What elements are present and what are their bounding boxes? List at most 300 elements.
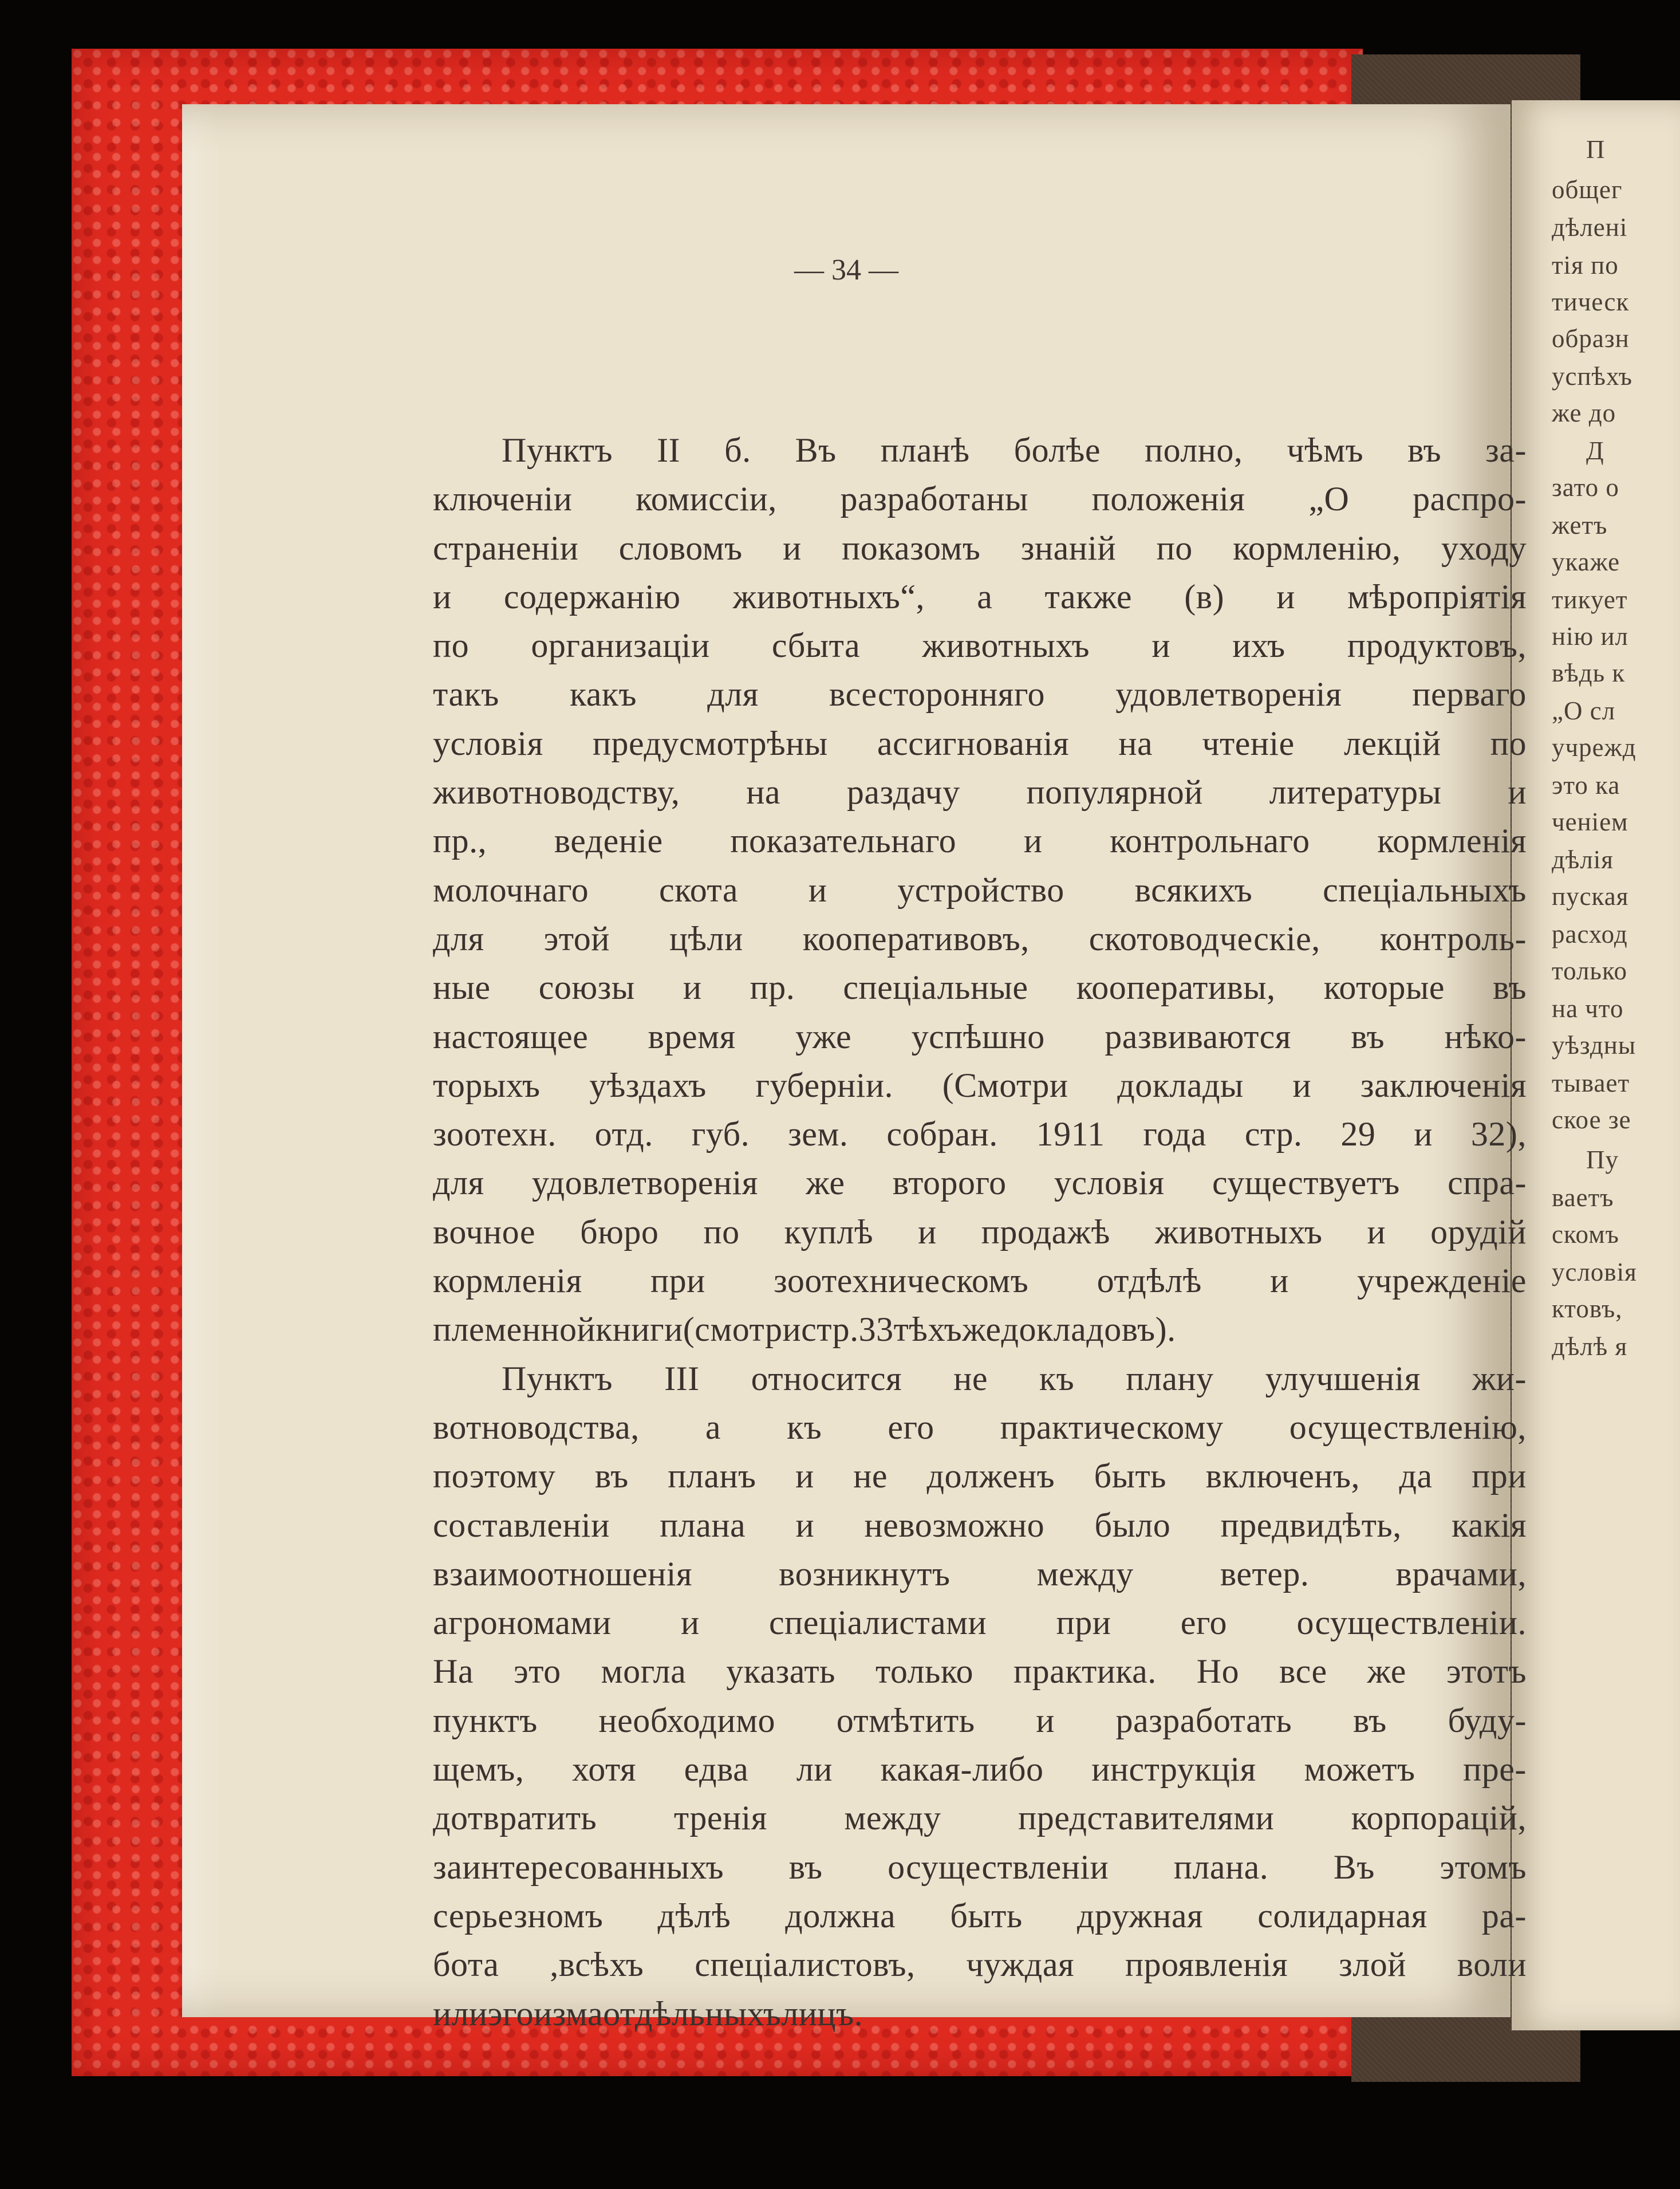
facing-page-line: тывает <box>1552 1069 1630 1097</box>
text-line <box>433 963 1527 1012</box>
word: ветер. <box>1220 1554 1310 1593</box>
facing-page-line: расход <box>1552 920 1628 948</box>
word: пр. <box>750 968 795 1007</box>
word: 33 <box>858 1310 894 1349</box>
text-line <box>433 866 1527 915</box>
word: ,всѣхъ <box>550 1946 644 1984</box>
word: жи- <box>1472 1359 1527 1397</box>
word: плана <box>660 1506 746 1544</box>
word: осуществленію, <box>1289 1408 1527 1446</box>
word: бота <box>433 1946 499 1984</box>
book-page <box>182 104 1527 2033</box>
facing-page-line: тикует <box>1552 585 1628 614</box>
facing-page-line: Д <box>1586 436 1604 465</box>
word: учрежденіе <box>1357 1262 1527 1300</box>
facing-page-line: учрежд <box>1552 733 1636 762</box>
word: скотоводческіе, <box>1089 919 1320 958</box>
word: необходимо <box>598 1701 776 1739</box>
text-line <box>433 1061 1527 1110</box>
word: а <box>705 1408 721 1446</box>
word: уходу <box>1441 529 1527 567</box>
word: дружная <box>1076 1896 1204 1935</box>
word: взаимоотношенія <box>433 1554 692 1593</box>
word: второго <box>892 1164 1007 1202</box>
word: по <box>703 1212 740 1251</box>
word: тренія <box>673 1799 767 1837</box>
word: въ <box>788 1848 823 1886</box>
word: также <box>1044 577 1133 616</box>
text-line <box>433 1159 1527 1207</box>
word: только <box>875 1652 973 1691</box>
word: ные <box>433 968 491 1007</box>
text-line <box>433 1647 1527 1696</box>
word: успѣшно <box>911 1017 1045 1056</box>
word: животноводству, <box>433 773 680 812</box>
word: губерніи. <box>755 1066 894 1104</box>
word: быть <box>1094 1457 1167 1495</box>
word: существуетъ <box>1212 1164 1400 1202</box>
facing-page-line: Пу <box>1586 1145 1619 1174</box>
word: „О <box>1308 480 1350 518</box>
facing-page-line: вѣдь к <box>1552 659 1626 687</box>
word: бюро <box>580 1212 659 1251</box>
word: показательнаго <box>730 822 957 860</box>
word: хотя <box>572 1750 636 1789</box>
facing-page-line: жетъ <box>1552 511 1608 540</box>
text-line <box>433 621 1527 670</box>
word: было <box>1094 1506 1171 1544</box>
word: доклады <box>1117 1066 1244 1104</box>
facing-page-line: на что <box>1552 994 1624 1023</box>
word: контрольнаго <box>1110 822 1310 860</box>
word: губ. <box>691 1115 750 1153</box>
word: знаній <box>1020 529 1117 567</box>
word: практическому <box>1000 1408 1224 1446</box>
word: должна <box>785 1896 896 1935</box>
word: и <box>1023 822 1043 860</box>
text-line <box>433 1501 1527 1550</box>
word: условія <box>1054 1164 1165 1202</box>
facing-page-line: П <box>1586 135 1606 164</box>
word: показомъ <box>842 529 981 567</box>
word: литературы <box>1269 773 1442 812</box>
word: и <box>1151 627 1170 665</box>
word: плана. <box>1173 1848 1269 1886</box>
word: осуществленіи <box>888 1848 1109 1886</box>
word: планѣ <box>880 431 970 469</box>
word: эгоизма <box>487 1994 604 2033</box>
word: такъ <box>433 675 499 714</box>
word: пунктъ <box>433 1701 538 1739</box>
word: и <box>1367 1212 1386 1251</box>
word: невозможно <box>864 1506 1045 1544</box>
word: составленіи <box>433 1506 610 1544</box>
text-line <box>433 670 1527 719</box>
word: книги <box>596 1310 683 1349</box>
word: отмѣтить <box>836 1701 975 1739</box>
word: 1911 <box>1036 1115 1105 1153</box>
word: разработаны <box>840 480 1028 518</box>
word: ихъ <box>1232 627 1285 665</box>
word: отд. <box>594 1115 653 1153</box>
word: докладовъ). <box>1001 1310 1176 1349</box>
text-line <box>433 1403 1527 1452</box>
facing-page-line: это ка <box>1552 771 1620 800</box>
word: мѣропріятія <box>1347 577 1527 616</box>
word: планъ <box>668 1457 756 1495</box>
word: куплѣ <box>784 1212 874 1251</box>
word: этомъ <box>1440 1848 1527 1886</box>
word: или <box>433 1994 488 2033</box>
word: включенъ, <box>1205 1457 1360 1495</box>
facing-page-line: дѣлені <box>1552 213 1628 242</box>
text-line <box>433 768 1527 817</box>
word: удовлетворенія <box>531 1164 758 1202</box>
word: и <box>795 1457 814 1495</box>
word: при <box>1056 1604 1111 1642</box>
word: II <box>657 431 681 469</box>
word: которые <box>1323 968 1445 1007</box>
facing-page-line: условія <box>1552 1258 1637 1286</box>
word: чѣмъ <box>1287 431 1364 469</box>
text-line <box>433 1940 1527 1989</box>
word: и <box>683 968 702 1007</box>
facing-page-line: образн <box>1552 324 1630 353</box>
word: дѣлѣ <box>657 1896 731 1935</box>
text-line <box>433 1696 1527 1745</box>
word: предусмотрѣны <box>592 724 828 762</box>
text-line <box>433 1355 1527 1403</box>
word: зоотехническомъ <box>774 1262 1029 1300</box>
text-line <box>433 1843 1527 1892</box>
word: въ <box>1352 1701 1387 1739</box>
word: и <box>1036 1701 1055 1739</box>
word: по <box>1156 529 1193 567</box>
word: и <box>1414 1115 1433 1153</box>
word: торыхъ <box>433 1066 541 1104</box>
word: время <box>648 1017 736 1056</box>
word: страненіи <box>433 529 579 567</box>
facing-page-line: ское зе <box>1552 1105 1631 1134</box>
facing-page-line: только <box>1552 956 1628 985</box>
word: перваго <box>1412 675 1527 714</box>
word: какъ <box>569 675 637 714</box>
text-line <box>433 1452 1527 1501</box>
word: и <box>1292 1066 1312 1104</box>
text-line <box>433 1550 1527 1599</box>
word: и <box>1276 577 1295 616</box>
word: по <box>1490 724 1527 762</box>
text-line <box>433 1305 1527 1354</box>
word: скота <box>658 871 738 909</box>
text-line <box>433 1013 1527 1061</box>
facing-page-line: ваетъ <box>1552 1183 1614 1212</box>
word: тѣхъ <box>893 1310 963 1349</box>
word: раздачу <box>846 773 960 812</box>
text-line <box>433 1110 1527 1159</box>
word: отдѣльныхъ <box>603 1994 782 2033</box>
word: и <box>918 1212 937 1251</box>
word: ра- <box>1481 1896 1527 1935</box>
word: чуждая <box>966 1946 1075 1984</box>
facing-page-line: общег <box>1552 175 1623 204</box>
word: возникнутъ <box>779 1554 951 1593</box>
word: устройство <box>897 871 1064 909</box>
word: поэтому <box>433 1457 556 1495</box>
word: кормленію, <box>1233 529 1401 567</box>
facing-page-line: пуская <box>1552 882 1629 911</box>
facing-page-line: „О сл <box>1552 696 1616 725</box>
word: долженъ <box>926 1457 1055 1495</box>
word: инструкція <box>1091 1750 1256 1789</box>
text-line <box>433 1208 1527 1257</box>
facing-page-line: ченіем <box>1552 808 1628 836</box>
word: стр. <box>1244 1115 1303 1153</box>
word: какія <box>1452 1506 1527 1544</box>
word: и <box>1270 1262 1289 1300</box>
word: пр., <box>433 822 487 860</box>
word: Пунктъ <box>502 1359 613 1397</box>
word: злой <box>1339 1946 1406 1984</box>
word: быть <box>950 1896 1023 1935</box>
text-line <box>433 719 1527 768</box>
facing-page-line: нію ил <box>1552 622 1628 651</box>
word: и <box>795 1506 815 1544</box>
word: же <box>962 1310 1001 1349</box>
word: воли <box>1457 1946 1527 1984</box>
word: веденіе <box>554 822 663 860</box>
word: развиваются <box>1105 1017 1291 1056</box>
facing-page-line: дѣлія <box>1552 845 1614 874</box>
word: года <box>1143 1115 1206 1153</box>
text-line <box>433 426 1527 475</box>
text-line <box>433 475 1527 523</box>
word: III <box>664 1359 700 1397</box>
word: серьезномъ <box>433 1896 604 1935</box>
word: спеціальные <box>843 968 1028 1007</box>
word: при <box>650 1262 705 1300</box>
word: Пунктъ <box>502 431 613 469</box>
word: На <box>433 1652 474 1691</box>
facing-page-line: тическ <box>1552 288 1630 316</box>
word: и <box>808 871 827 909</box>
word: для <box>433 919 484 958</box>
word: за- <box>1485 431 1527 469</box>
word: ли <box>796 1750 833 1789</box>
word: 32), <box>1470 1115 1527 1153</box>
text-line <box>433 1794 1527 1842</box>
text-line <box>433 915 1527 963</box>
word: щемъ, <box>433 1750 524 1789</box>
word: врачами, <box>1395 1554 1527 1593</box>
word: не <box>953 1359 988 1397</box>
word: нѣко- <box>1444 1017 1527 1056</box>
word: относится <box>751 1359 902 1397</box>
word: комиссіи, <box>636 480 777 518</box>
word: уже <box>795 1017 852 1056</box>
word: къ <box>787 1408 822 1446</box>
word: лицъ. <box>781 1994 863 2033</box>
text-line <box>433 817 1527 865</box>
facing-page-line: уѣздны <box>1552 1031 1636 1060</box>
word: для <box>433 1164 484 1202</box>
word: животныхъ“, <box>732 577 925 616</box>
word: и <box>1508 773 1527 812</box>
facing-page-line: же до <box>1552 399 1616 427</box>
word: кооперативовъ, <box>802 919 1030 958</box>
word: 29 <box>1340 1115 1376 1153</box>
word: продажѣ <box>981 1212 1110 1251</box>
word: молочнаго <box>433 871 589 909</box>
word: кормленія <box>1377 822 1527 860</box>
word: спеціалистами <box>769 1604 987 1642</box>
word: болѣе <box>1013 431 1101 469</box>
word: едва <box>684 1750 749 1789</box>
text-line <box>433 1892 1527 1940</box>
word: спра- <box>1448 1164 1527 1202</box>
word: чтеніе <box>1202 724 1295 762</box>
word: Но <box>1196 1652 1240 1691</box>
word: буду- <box>1448 1701 1527 1739</box>
text-line <box>433 573 1527 621</box>
word: пре- <box>1463 1750 1527 1789</box>
word: племенной <box>433 1310 596 1349</box>
page-text <box>433 426 1527 2038</box>
word: въ <box>594 1457 629 1495</box>
facing-page-line: зато о <box>1552 473 1619 502</box>
word: какая-либо <box>880 1750 1044 1789</box>
word: (смотри <box>683 1310 802 1349</box>
word: можетъ <box>1304 1750 1415 1789</box>
word: а <box>977 577 993 616</box>
facing-page-line: скомъ <box>1552 1220 1619 1249</box>
word: отдѣлѣ <box>1097 1262 1202 1300</box>
word: для <box>707 675 759 714</box>
word: полно, <box>1145 431 1243 469</box>
word: предвидѣть, <box>1220 1506 1402 1544</box>
text-line <box>433 1745 1527 1794</box>
word: заключенія <box>1360 1066 1527 1104</box>
word: въ <box>1493 968 1527 1007</box>
word: же <box>1367 1652 1406 1691</box>
word: плану <box>1126 1359 1214 1397</box>
word: корпорацій, <box>1351 1799 1527 1837</box>
word: зоотехн. <box>433 1115 557 1153</box>
word: на <box>1118 724 1153 762</box>
word: этотъ <box>1446 1652 1527 1691</box>
word: его <box>1180 1604 1228 1642</box>
page-number: — 34 — <box>794 254 898 286</box>
word: всесторонняго <box>829 675 1045 714</box>
word: и <box>783 529 802 567</box>
word: условія <box>433 724 543 762</box>
word: осуществленіи. <box>1296 1604 1527 1642</box>
word: на <box>746 773 781 812</box>
text-line <box>433 1599 1527 1647</box>
word: союзы <box>538 968 635 1007</box>
word: кормленія <box>433 1262 582 1300</box>
word: уѣздахъ <box>589 1066 707 1104</box>
word: да <box>1399 1457 1433 1495</box>
word: и <box>680 1604 700 1642</box>
facing-page-line: дѣлѣ я <box>1552 1332 1628 1361</box>
word: Въ <box>795 431 837 469</box>
word: при <box>1472 1457 1527 1495</box>
word: б. <box>724 431 751 469</box>
word: удовлетворенія <box>1115 675 1342 714</box>
word: могла <box>601 1652 687 1691</box>
word: практика. <box>1013 1652 1157 1691</box>
word: собран. <box>886 1115 998 1153</box>
word: и <box>433 577 452 616</box>
word: въ <box>1407 431 1442 469</box>
word: заинтересованныхъ <box>433 1848 724 1886</box>
word: между <box>844 1799 941 1837</box>
facing-page <box>1512 100 1680 2030</box>
word: улучшенія <box>1265 1359 1421 1397</box>
word: агрономами <box>433 1604 612 1642</box>
text-line <box>433 524 1527 573</box>
word: этой <box>543 919 610 958</box>
word: орудій <box>1430 1212 1527 1251</box>
word: распро- <box>1413 480 1527 518</box>
word: животныхъ <box>922 627 1090 665</box>
word: это <box>513 1652 561 1691</box>
word: содержанію <box>503 577 681 616</box>
word: не <box>853 1457 888 1495</box>
word: вочное <box>433 1212 536 1251</box>
word: лекцій <box>1343 724 1441 762</box>
facing-page-line: тія по <box>1552 251 1619 279</box>
word: словомъ <box>618 529 743 567</box>
facing-page-line: укаже <box>1552 548 1620 576</box>
facing-page-line: ктовъ, <box>1552 1294 1623 1323</box>
word: къ <box>1039 1359 1075 1397</box>
word: стр. <box>801 1310 859 1349</box>
word: представителями <box>1018 1799 1275 1837</box>
word: разработать <box>1115 1701 1292 1739</box>
word: (Смотри <box>942 1066 1068 1104</box>
word: цѣли <box>669 919 743 958</box>
word: ассигнованія <box>877 724 1070 762</box>
word: Въ <box>1333 1848 1375 1886</box>
word: контроль- <box>1379 919 1527 958</box>
word: животныхъ <box>1154 1212 1323 1251</box>
text-line <box>433 1257 1527 1305</box>
word: кооперативы, <box>1076 968 1276 1007</box>
word: зем. <box>788 1115 849 1153</box>
word: организаціи <box>531 627 710 665</box>
word: въ <box>1351 1017 1385 1056</box>
word: всякихъ <box>1134 871 1253 909</box>
word: все <box>1279 1652 1327 1691</box>
word: солидарная <box>1257 1896 1427 1935</box>
word: между <box>1036 1554 1134 1593</box>
word: спеціалистовъ, <box>695 1946 916 1984</box>
word: ключеніи <box>433 480 573 518</box>
word: продуктовъ, <box>1347 627 1527 665</box>
word: положенія <box>1091 480 1245 518</box>
word: вотноводства, <box>433 1408 640 1446</box>
word: (в) <box>1184 577 1225 616</box>
word: его <box>888 1408 934 1446</box>
facing-page-line: успѣхъ <box>1552 362 1633 391</box>
word: указать <box>726 1652 835 1691</box>
word: проявленія <box>1125 1946 1288 1984</box>
word: сбыта <box>771 627 861 665</box>
word: настоящее <box>433 1017 589 1056</box>
text-line <box>433 1990 1527 2038</box>
